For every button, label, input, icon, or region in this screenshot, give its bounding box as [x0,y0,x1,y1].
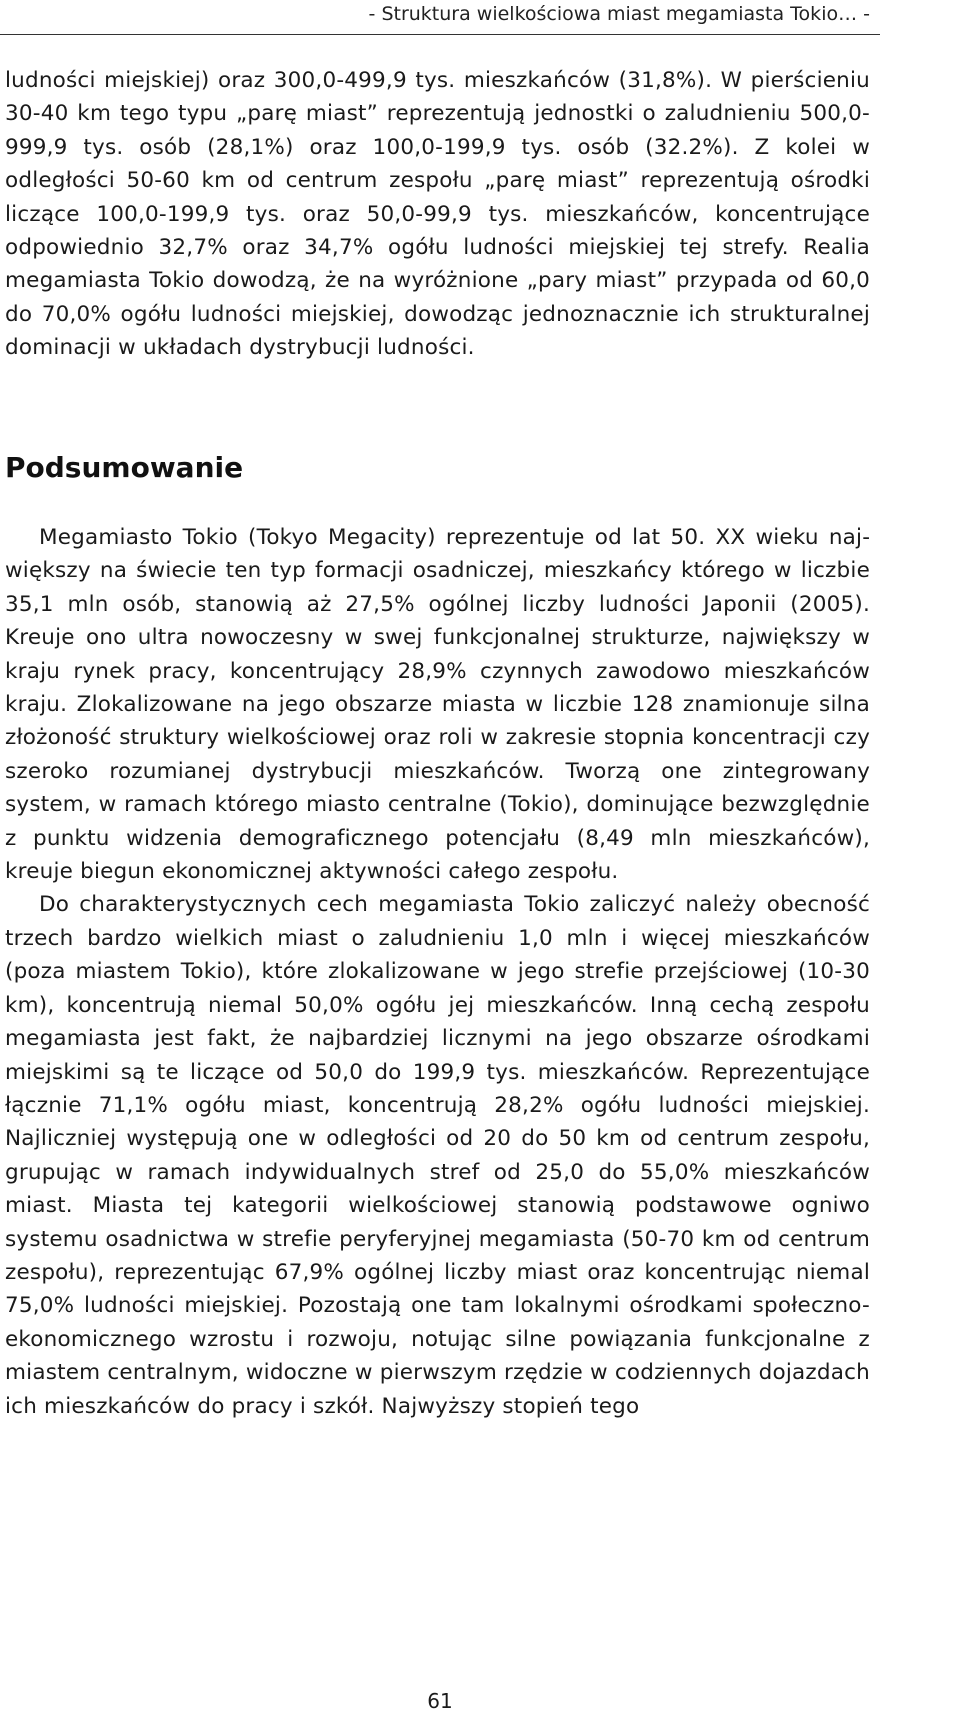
section-heading: Podsumowanie [5,451,244,484]
summary-paragraph-1: Megamiasto Tokio (Tokyo Megacity) reprezentuje od lat 50. XX wieku największy na świecie ten typ formacji osadniczej, mieszkańcy którego w liczbie 35,1 mln osób, stanowią aż 27,5% ogólnej liczby ludności Japonii (2005). Kreuje ono ultra nowoczesny w swej funkcjonalnej strukturze, największy w kraju rynek pracy, koncentrujący 28,9% czynnych zawodowo mieszkańców kraju. Zlokalizowane na jego obszarze miasta w liczbie 128 znamionuje silna złożoność struktury wielkościowej oraz roli w zakresie stopnia koncentracji czy szeroko rozumianej dystrybucji mieszkańców. Tworzą one zintegrowany system, w ramach którego miasto centralne (Tokio), dominujące bezwzględnie z punktu widzenia demograficznego potencjału (8,49 mln mieszkańców), kreuje biegun ekonomicznej aktywności całego zespołu. [5,525,870,885]
continued-paragraph [5,64,870,365]
running-header [0,2,870,26]
paragraph-text: ludności miejskiej) oraz 300,0-499,9 tys. mieszkańców (31,8%). W pierścieniu 30-40 km tego typu „parę miast” reprezentują jednostki o zaludnieniu 500,0-999,9 tys. osób (28,1%) oraz 100,0-199,9 tys. osób (32.2%). Z kolei w odległości 50-60 km od centrum zespołu „parę miast” reprezentują ośrodki liczące 100,0-199,9 tys. oraz 50,0-99,9 tys. mieszkańców, koncentrujące odpowiednio 32,7% oraz 34,7% ogółu ludności miejskiej tej strefy. Realia megamiasta Tokio dowodzą, że na wyróżnione „pary miast” przypada od 60,0 do 70,0% ogółu ludności miejskiej, dowodząc jednoznacznie ich strukturalnej dominacji w układach dystrybucji ludności. [5,68,870,361]
summary-section [5,521,870,1423]
page-number: 61 [427,1689,453,1713]
summary-paragraph-2: Do charakterystycznych cech megamiasta Tokio zaliczyć należy obecność trzech bardzo wielkich miast o zaludnieniu 1,0 mln i więcej mieszkańców (poza miastem Tokio), które zlokalizowane w jego strefie przejściowej (10-30 km), koncentrują niemal 50,0% ogółu jej mieszkańców. Inną cechą zespołu megamiasta jest fakt, że najbardziej licznymi na jego obszarze ośrodkami miejskimi są te liczące od 50,0 do 199,9 tys. mieszkańców. Reprezentujące łącznie 71,1% ogółu miast, koncentrują 28,2% ogółu ludności miejskiej. Najliczniej występują one w odległości od 20 do 50 km od centrum zespołu, grupując w ramach indywidualnych stref od 25,0 do 55,0% mieszkańców miast. Miasta tej kategorii wielkościowej stanowią podstawowe ogniwo systemu osadnictwa w strefie peryferyjnej megamiasta (50-70 km od centrum zespołu), reprezentując 67,9% ogólnej liczby miast oraz koncentrując niemal 75,0% ludności miejskiej. Pozostają one tam lokalnymi ośrodkami społeczno-ekonomicznego wzrostu i rozwoju, notując silne powiązania funkcjonalne z miastem centralnym, widoczne w pierwszym rzędzie w codziennych dojazdach ich mieszkańców do pracy i szkół. Najwyższy stopień tego [5,892,870,1419]
running-header-title: - Struktura wielkościowa miast megamiasta Tokio… - [368,3,870,25]
header-rule [0,34,880,35]
